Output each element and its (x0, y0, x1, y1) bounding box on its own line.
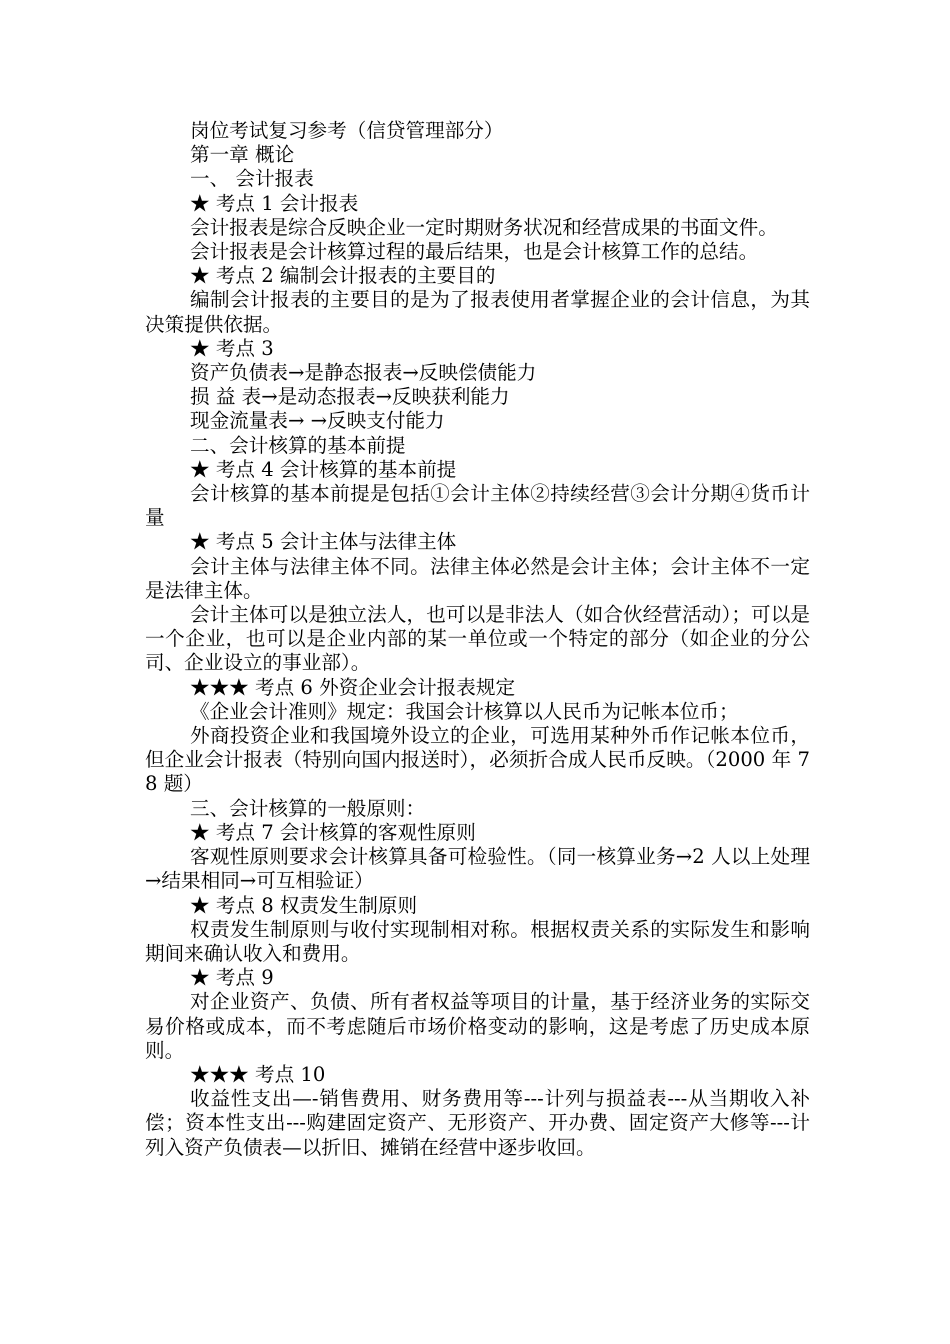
section-heading: 一、 会计报表 (190, 167, 314, 191)
paragraph: 编制会计报表的主要目的是为了报表使用者掌握企业的会计信息，为其决策提供依据。 (145, 288, 810, 336)
paragraph: 会计报表是综合反映企业一定时期财务状况和经营成果的书面文件。 (190, 215, 778, 239)
chapter-heading: 第一章 概论 (190, 143, 295, 167)
document-title: 岗位考试复习参考（信贷管理部分） (190, 119, 504, 142)
section-heading: 三、会计核算的一般原则： (190, 796, 426, 820)
paragraph: 权责发生制原则与收付实现制相对称。根据权责关系的实际发生和影响期间来确认收入和费用。 (145, 917, 810, 965)
point-heading: ★ 考点 7 会计核算的客观性原则 (190, 820, 476, 844)
point-heading: ★ 考点 8 权责发生制原则 (190, 893, 418, 917)
paragraph: 会计核算的基本前提是包括①会计主体②持续经营③会计分期④货币计量 (145, 482, 810, 530)
paragraph: 资产负债表→是静态报表→反映偿债能力 (190, 361, 537, 385)
document-body (145, 119, 810, 1160)
paragraph: 收益性支出—-销售费用、财务费用等---计列与损益表---从当期收入补偿；资本性支出---购建固定资产、无形资产、开办费、固定资产大修等---计列入资产负债表—以折旧、摊销在经营中逐步收回。 (145, 1087, 810, 1159)
paragraph: 损 益 表→是动态报表→反映获利能力 (190, 385, 510, 409)
point-heading: ★★★ 考点 10 (190, 1062, 326, 1086)
point-heading: ★ 考点 4 会计核算的基本前提 (190, 457, 457, 481)
point-heading: ★ 考点 1 会计报表 (190, 191, 359, 215)
point-heading: ★ 考点 2 编制会计报表的主要目的 (190, 264, 496, 288)
paragraph: 会计主体与法律主体不同。法律主体必然是会计主体；会计主体不一定是法律主体。 (145, 554, 810, 602)
paragraph: 现金流量表→ →反映支付能力 (190, 409, 445, 433)
point-heading: ★★★ 考点 6 外资企业会计报表规定 (190, 675, 516, 699)
point-heading: ★ 考点 3 (190, 336, 274, 360)
paragraph: 客观性原则要求会计核算具备可检验性。（同一核算业务→2 人以上处理→结果相同→可互相验证） (145, 845, 810, 893)
point-heading: ★ 考点 9 (190, 966, 274, 990)
paragraph: 《企业会计准则》规定：我国会计核算以人民币为记帐本位币； (190, 699, 739, 723)
point-heading: ★ 考点 5 会计主体与法律主体 (190, 530, 457, 554)
paragraph: 会计报表是会计核算过程的最后结果，也是会计核算工作的总结。 (190, 240, 759, 264)
section-heading: 二、会计核算的基本前提 (190, 433, 406, 457)
paragraph: 外商投资企业和我国境外设立的企业，可选用某种外币作记帐本位币，但企业会计报表（特别向国内报送时），必须折合成人民币反映。（2000 年 78 题） (145, 724, 810, 796)
paragraph: 对企业资产、负债、所有者权益等项目的计量，基于经济业务的实际交易价格或成本，而不考虑随后市场价格变动的影响，这是考虑了历史成本原则。 (145, 990, 810, 1062)
paragraph: 会计主体可以是独立法人，也可以是非法人（如合伙经营活动）；可以是一个企业，也可以是企业内部的某一单位或一个特定的部分（如企业的分公司、企业设立的事业部）。 (145, 603, 810, 675)
